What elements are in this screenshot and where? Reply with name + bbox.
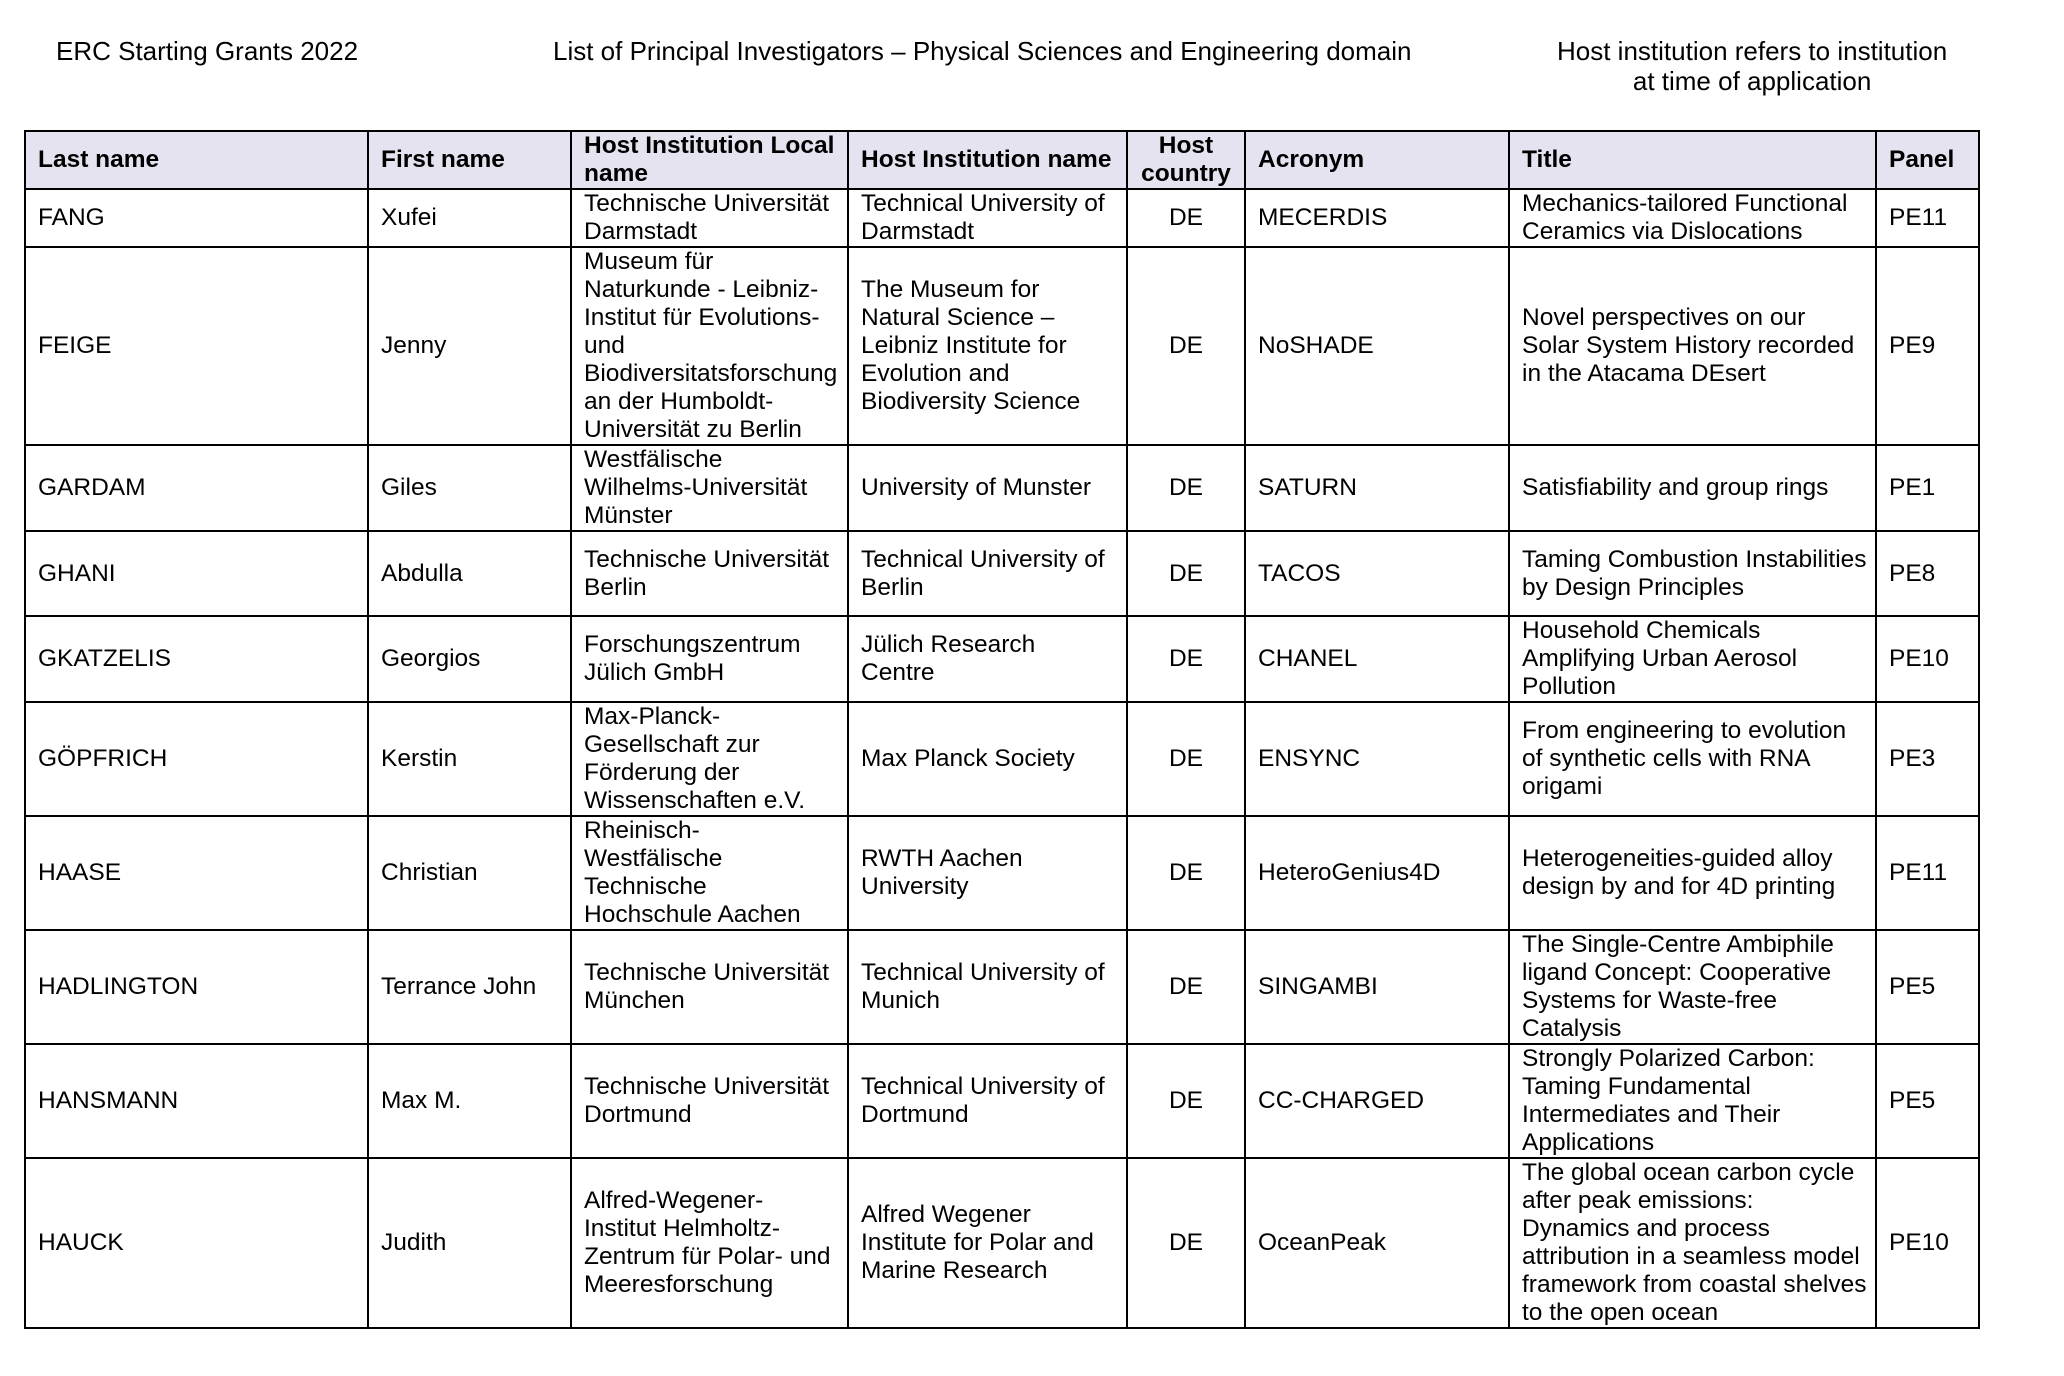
cell-panel: PE8 [1876, 531, 1979, 616]
cell-host-name: Max Planck Society [848, 702, 1127, 816]
document-header-right [1557, 36, 1947, 96]
table-row [25, 1158, 1979, 1328]
cell-first-name: Christian [368, 816, 571, 930]
cell-host-name: Alfred Wegener Institute for Polar and Marine Research [848, 1158, 1127, 1328]
cell-acronym: CHANEL [1245, 616, 1509, 702]
cell-panel: PE11 [1876, 189, 1979, 247]
cell-first-name: Georgios [368, 616, 571, 702]
cell-title: From engineering to evolution of synthetic cells with RNA origami [1509, 702, 1876, 816]
cell-last-name: HAASE [25, 816, 368, 930]
cell-last-name: GARDAM [25, 445, 368, 531]
col-header-title: Title [1509, 131, 1876, 189]
cell-host-name: Technical University of Dortmund [848, 1044, 1127, 1158]
cell-panel: PE3 [1876, 702, 1979, 816]
table-row [25, 616, 1979, 702]
col-header-panel: Panel [1876, 131, 1979, 189]
cell-host-country: DE [1127, 247, 1245, 445]
document-header-left: ERC Starting Grants 2022 [56, 36, 359, 66]
cell-acronym: SATURN [1245, 445, 1509, 531]
cell-last-name: GÖPFRICH [25, 702, 368, 816]
cell-panel: PE10 [1876, 1158, 1979, 1328]
cell-last-name: FANG [25, 189, 368, 247]
cell-panel: PE10 [1876, 616, 1979, 702]
cell-host-name: The Museum for Natural Science – Leibniz Institute for Evolution and Biodiversity Science [848, 247, 1127, 445]
cell-host-country: DE [1127, 445, 1245, 531]
col-header-acronym: Acronym [1245, 131, 1509, 189]
cell-last-name: HANSMANN [25, 1044, 368, 1158]
table-row [25, 1044, 1979, 1158]
table-row [25, 189, 1979, 247]
col-header-host-country: Host country [1127, 131, 1245, 189]
header-note-line-1: Host institution refers to institution [1557, 36, 1948, 66]
table-header-row [25, 131, 1979, 189]
cell-host-country: DE [1127, 189, 1245, 247]
cell-host-name: Technical University of Darmstadt [848, 189, 1127, 247]
cell-host-local-name: Technische Universität Darmstadt [571, 189, 848, 247]
cell-title: The global ocean carbon cycle after peak emissions: Dynamics and process attribution in a seamless model framework from coastal shelves to the open ocean [1509, 1158, 1876, 1328]
cell-host-local-name: Alfred-Wegener-Institut Helmholtz-Zentrum für Polar- und Meeresforschung [571, 1158, 848, 1328]
cell-title: Heterogeneities-guided alloy design by and for 4D printing [1509, 816, 1876, 930]
document-header-center: List of Principal Investigators – Physical Sciences and Engineering domain [553, 36, 1412, 66]
cell-host-local-name: Technische Universität München [571, 930, 848, 1044]
cell-panel: PE5 [1876, 930, 1979, 1044]
cell-title: Satisfiability and group rings [1509, 445, 1876, 531]
cell-host-local-name: Westfälische Wilhelms-Universität Münster [571, 445, 848, 531]
cell-first-name: Xufei [368, 189, 571, 247]
table-row [25, 531, 1979, 616]
cell-first-name: Judith [368, 1158, 571, 1328]
table-row [25, 930, 1979, 1044]
cell-host-name: Jülich Research Centre [848, 616, 1127, 702]
cell-title: Mechanics-tailored Functional Ceramics via Dislocations [1509, 189, 1876, 247]
cell-host-name: RWTH Aachen University [848, 816, 1127, 930]
cell-last-name: HAUCK [25, 1158, 368, 1328]
cell-host-country: DE [1127, 1044, 1245, 1158]
cell-panel: PE5 [1876, 1044, 1979, 1158]
cell-title: The Single-Centre Ambiphile ligand Concept: Cooperative Systems for Waste-free Catalysis [1509, 930, 1876, 1044]
cell-panel: PE11 [1876, 816, 1979, 930]
cell-host-country: DE [1127, 616, 1245, 702]
cell-panel: PE9 [1876, 247, 1979, 445]
cell-host-name: University of Munster [848, 445, 1127, 531]
cell-acronym: SINGAMBI [1245, 930, 1509, 1044]
cell-host-local-name: Rheinisch-Westfälische Technische Hochschule Aachen [571, 816, 848, 930]
cell-host-name: Technical University of Munich [848, 930, 1127, 1044]
cell-last-name: GHANI [25, 531, 368, 616]
cell-last-name: GKATZELIS [25, 616, 368, 702]
cell-last-name: HADLINGTON [25, 930, 368, 1044]
cell-panel: PE1 [1876, 445, 1979, 531]
col-header-first-name: First name [368, 131, 571, 189]
cell-acronym: NoSHADE [1245, 247, 1509, 445]
cell-acronym: OceanPeak [1245, 1158, 1509, 1328]
cell-first-name: Jenny [368, 247, 571, 445]
cell-title: Household Chemicals Amplifying Urban Aerosol Pollution [1509, 616, 1876, 702]
table-row [25, 247, 1979, 445]
cell-host-name: Technical University of Berlin [848, 531, 1127, 616]
cell-title: Novel perspectives on our Solar System History recorded in the Atacama DEsert [1509, 247, 1876, 445]
table-row [25, 702, 1979, 816]
col-header-host-name: Host Institution name [848, 131, 1127, 189]
cell-host-country: DE [1127, 531, 1245, 616]
principal-investigators-table [24, 130, 1980, 1329]
cell-host-country: DE [1127, 930, 1245, 1044]
cell-host-local-name: Max-Planck-Gesellschaft zur Förderung der Wissenschaften e.V. [571, 702, 848, 816]
col-header-last-name: Last name [25, 131, 368, 189]
header-note-line-2: at time of application [1632, 66, 1872, 96]
cell-acronym: ENSYNC [1245, 702, 1509, 816]
table-row [25, 445, 1979, 531]
cell-first-name: Terrance John [368, 930, 571, 1044]
cell-first-name: Giles [368, 445, 571, 531]
cell-host-local-name: Technische Universität Dortmund [571, 1044, 848, 1158]
cell-host-local-name: Museum für Naturkunde - Leibniz-Institut für Evolutions- und Biodiversitatsforschung an der Humboldt-Universität zu Berlin [571, 247, 848, 445]
cell-host-country: DE [1127, 1158, 1245, 1328]
cell-acronym: CC-CHARGED [1245, 1044, 1509, 1158]
cell-title: Taming Combustion Instabilities by Design Principles [1509, 531, 1876, 616]
cell-last-name: FEIGE [25, 247, 368, 445]
cell-first-name: Abdulla [368, 531, 571, 616]
cell-first-name: Kerstin [368, 702, 571, 816]
cell-host-country: DE [1127, 702, 1245, 816]
cell-host-local-name: Technische Universität Berlin [571, 531, 848, 616]
cell-host-country: DE [1127, 816, 1245, 930]
cell-acronym: TACOS [1245, 531, 1509, 616]
cell-host-local-name: Forschungszentrum Jülich GmbH [571, 616, 848, 702]
cell-acronym: MECERDIS [1245, 189, 1509, 247]
col-header-host-local-name: Host Institution Local name [571, 131, 848, 189]
cell-title: Strongly Polarized Carbon: Taming Fundamental Intermediates and Their Applications [1509, 1044, 1876, 1158]
cell-first-name: Max M. [368, 1044, 571, 1158]
table-row [25, 816, 1979, 930]
cell-acronym: HeteroGenius4D [1245, 816, 1509, 930]
